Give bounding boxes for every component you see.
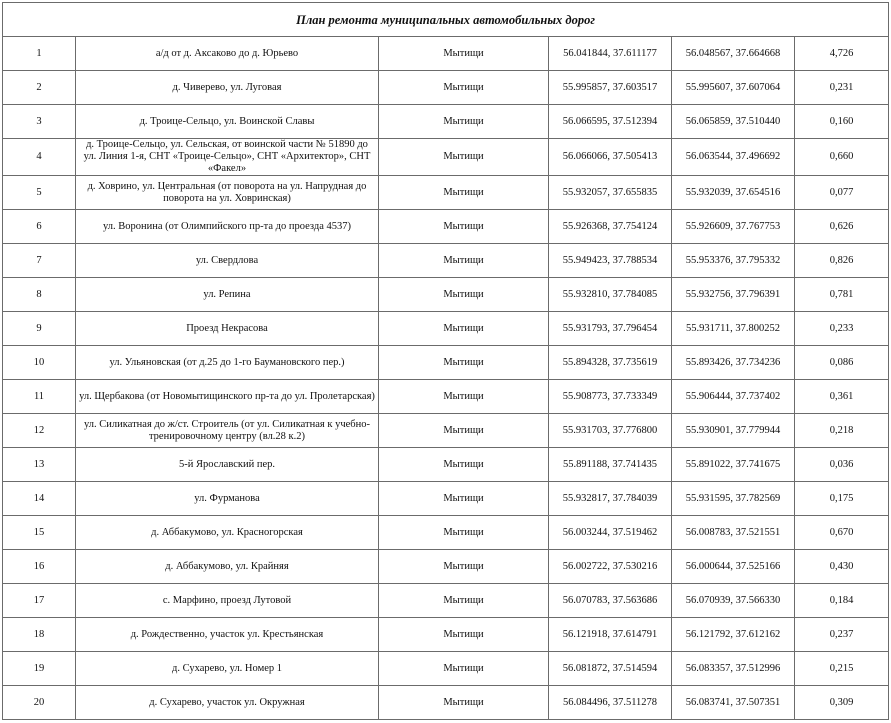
district-cell: Мытищи: [379, 312, 549, 346]
table-row: [3, 380, 889, 414]
start-coordinates-cell: 56.070783, 37.563686: [549, 584, 672, 618]
road-length-cell: 0,215: [795, 652, 889, 686]
table-row: [3, 244, 889, 278]
district-cell: Мытищи: [379, 210, 549, 244]
road-name-cell: ул. Щербакова (от Новомытищинского пр-та до ул. Пролетарская): [76, 380, 379, 414]
road-length-cell: 0,237: [795, 618, 889, 652]
road-length-cell: 0,086: [795, 346, 889, 380]
row-number-cell: 11: [3, 380, 76, 414]
row-number-cell: 16: [3, 550, 76, 584]
end-coordinates-cell: 55.931711, 37.800252: [672, 312, 795, 346]
road-length-cell: 0,175: [795, 482, 889, 516]
table-row: [3, 278, 889, 312]
district-cell: Мытищи: [379, 71, 549, 105]
district-cell: Мытищи: [379, 278, 549, 312]
road-name-cell: с. Марфино, проезд Лутовой: [76, 584, 379, 618]
road-length-cell: 0,077: [795, 176, 889, 210]
row-number-cell: 9: [3, 312, 76, 346]
end-coordinates-cell: 55.995607, 37.607064: [672, 71, 795, 105]
district-cell: Мытищи: [379, 37, 549, 71]
table-row: [3, 312, 889, 346]
road-length-cell: 0,361: [795, 380, 889, 414]
row-number-cell: 13: [3, 448, 76, 482]
start-coordinates-cell: 55.908773, 37.733349: [549, 380, 672, 414]
table-row: [3, 516, 889, 550]
row-number-cell: 15: [3, 516, 76, 550]
end-coordinates-cell: 55.893426, 37.734236: [672, 346, 795, 380]
start-coordinates-cell: 55.995857, 37.603517: [549, 71, 672, 105]
end-coordinates-cell: 55.891022, 37.741675: [672, 448, 795, 482]
road-name-cell: д. Сухарево, ул. Номер 1: [76, 652, 379, 686]
start-coordinates-cell: 55.931703, 37.776800: [549, 414, 672, 448]
end-coordinates-cell: 56.070939, 37.566330: [672, 584, 795, 618]
road-name-cell: д. Чиверево, ул. Луговая: [76, 71, 379, 105]
road-name-cell: Проезд Некрасова: [76, 312, 379, 346]
row-number-cell: 2: [3, 71, 76, 105]
row-number-cell: 6: [3, 210, 76, 244]
row-number-cell: 19: [3, 652, 76, 686]
district-cell: Мытищи: [379, 516, 549, 550]
table-row: [3, 584, 889, 618]
district-cell: Мытищи: [379, 380, 549, 414]
road-name-cell: ул. Свердлова: [76, 244, 379, 278]
end-coordinates-cell: 55.932756, 37.796391: [672, 278, 795, 312]
road-length-cell: 0,626: [795, 210, 889, 244]
road-name-cell: д. Аббакумово, ул. Крайняя: [76, 550, 379, 584]
road-name-cell: ул. Репина: [76, 278, 379, 312]
road-length-cell: 0,660: [795, 139, 889, 176]
district-cell: Мытищи: [379, 244, 549, 278]
row-number-cell: 1: [3, 37, 76, 71]
table-row: [3, 618, 889, 652]
road-name-cell: ул. Силикатная до ж/ст. Строитель (от ул. Силикатная к учебно-тренировочному центру (вл.28 к.2): [76, 414, 379, 448]
road-repair-table: [2, 2, 889, 720]
start-coordinates-cell: 55.894328, 37.735619: [549, 346, 672, 380]
end-coordinates-cell: 56.121792, 37.612162: [672, 618, 795, 652]
road-length-cell: 0,233: [795, 312, 889, 346]
end-coordinates-cell: 56.065859, 37.510440: [672, 105, 795, 139]
district-cell: Мытищи: [379, 618, 549, 652]
start-coordinates-cell: 55.891188, 37.741435: [549, 448, 672, 482]
start-coordinates-cell: 55.926368, 37.754124: [549, 210, 672, 244]
road-length-cell: 0,670: [795, 516, 889, 550]
road-length-cell: 0,184: [795, 584, 889, 618]
district-cell: Мытищи: [379, 550, 549, 584]
road-name-cell: ул. Воронина (от Олимпийского пр-та до проезда 4537): [76, 210, 379, 244]
row-number-cell: 4: [3, 139, 76, 176]
row-number-cell: 5: [3, 176, 76, 210]
row-number-cell: 14: [3, 482, 76, 516]
road-length-cell: 0,826: [795, 244, 889, 278]
table-row: [3, 139, 889, 176]
row-number-cell: 18: [3, 618, 76, 652]
road-length-cell: 4,726: [795, 37, 889, 71]
end-coordinates-cell: 56.083741, 37.507351: [672, 686, 795, 720]
road-name-cell: 5-й Ярославский пер.: [76, 448, 379, 482]
district-cell: Мытищи: [379, 414, 549, 448]
road-length-cell: 0,036: [795, 448, 889, 482]
start-coordinates-cell: 55.932810, 37.784085: [549, 278, 672, 312]
start-coordinates-cell: 56.084496, 37.511278: [549, 686, 672, 720]
row-number-cell: 17: [3, 584, 76, 618]
start-coordinates-cell: 56.066066, 37.505413: [549, 139, 672, 176]
start-coordinates-cell: 55.932057, 37.655835: [549, 176, 672, 210]
end-coordinates-cell: 56.048567, 37.664668: [672, 37, 795, 71]
row-number-cell: 8: [3, 278, 76, 312]
district-cell: Мытищи: [379, 176, 549, 210]
district-cell: Мытищи: [379, 686, 549, 720]
table-row: [3, 37, 889, 71]
table-row: [3, 550, 889, 584]
row-number-cell: 10: [3, 346, 76, 380]
district-cell: Мытищи: [379, 448, 549, 482]
district-cell: Мытищи: [379, 584, 549, 618]
road-length-cell: 0,160: [795, 105, 889, 139]
end-coordinates-cell: 56.063544, 37.496692: [672, 139, 795, 176]
road-name-cell: д. Ховрино, ул. Центральная (от поворота на ул. Напрудная до поворота на ул. Ховринская): [76, 176, 379, 210]
end-coordinates-cell: 56.008783, 37.521551: [672, 516, 795, 550]
road-length-cell: 0,781: [795, 278, 889, 312]
road-name-cell: д. Аббакумово, ул. Красногорская: [76, 516, 379, 550]
road-length-cell: 0,218: [795, 414, 889, 448]
road-name-cell: д. Сухарево, участок ул. Окружная: [76, 686, 379, 720]
table-row: [3, 414, 889, 448]
table-row: [3, 482, 889, 516]
end-coordinates-cell: 55.953376, 37.795332: [672, 244, 795, 278]
table-row: [3, 448, 889, 482]
end-coordinates-cell: 55.926609, 37.767753: [672, 210, 795, 244]
row-number-cell: 7: [3, 244, 76, 278]
table-row: [3, 652, 889, 686]
district-cell: Мытищи: [379, 652, 549, 686]
road-name-cell: а/д от д. Аксаково до д. Юрьево: [76, 37, 379, 71]
end-coordinates-cell: 56.083357, 37.512996: [672, 652, 795, 686]
table-body: [3, 3, 889, 720]
start-coordinates-cell: 55.932817, 37.784039: [549, 482, 672, 516]
district-cell: Мытищи: [379, 482, 549, 516]
start-coordinates-cell: 56.081872, 37.514594: [549, 652, 672, 686]
table-title-row: [3, 3, 889, 37]
road-name-cell: д. Троице-Сельцо, ул. Сельская, от воинской части № 51890 до ул. Линия 1-я, СНТ «Троице-Сельцо», СНТ «Архитектор», СНТ «Факел»: [76, 139, 379, 176]
start-coordinates-cell: 56.002722, 37.530216: [549, 550, 672, 584]
table-row: [3, 346, 889, 380]
start-coordinates-cell: 56.003244, 37.519462: [549, 516, 672, 550]
road-length-cell: 0,309: [795, 686, 889, 720]
row-number-cell: 3: [3, 105, 76, 139]
table-row: [3, 176, 889, 210]
table-row: [3, 686, 889, 720]
road-length-cell: 0,231: [795, 71, 889, 105]
table-row: [3, 105, 889, 139]
end-coordinates-cell: 55.906444, 37.737402: [672, 380, 795, 414]
start-coordinates-cell: 55.931793, 37.796454: [549, 312, 672, 346]
district-cell: Мытищи: [379, 105, 549, 139]
start-coordinates-cell: 55.949423, 37.788534: [549, 244, 672, 278]
row-number-cell: 12: [3, 414, 76, 448]
start-coordinates-cell: 56.121918, 37.614791: [549, 618, 672, 652]
end-coordinates-cell: 55.932039, 37.654516: [672, 176, 795, 210]
row-number-cell: 20: [3, 686, 76, 720]
road-length-cell: 0,430: [795, 550, 889, 584]
road-name-cell: ул. Фурманова: [76, 482, 379, 516]
road-name-cell: ул. Ульяновская (от д.25 до 1-го Баумановского пер.): [76, 346, 379, 380]
table-row: [3, 71, 889, 105]
road-name-cell: д. Троице-Сельцо, ул. Воинской Славы: [76, 105, 379, 139]
table-row: [3, 210, 889, 244]
end-coordinates-cell: 56.000644, 37.525166: [672, 550, 795, 584]
road-name-cell: д. Рождественно, участок ул. Крестьянская: [76, 618, 379, 652]
end-coordinates-cell: 55.931595, 37.782569: [672, 482, 795, 516]
district-cell: Мытищи: [379, 139, 549, 176]
district-cell: Мытищи: [379, 346, 549, 380]
end-coordinates-cell: 55.930901, 37.779944: [672, 414, 795, 448]
start-coordinates-cell: 56.041844, 37.611177: [549, 37, 672, 71]
table-title: План ремонта муниципальных автомобильных дорог: [3, 3, 889, 37]
start-coordinates-cell: 56.066595, 37.512394: [549, 105, 672, 139]
